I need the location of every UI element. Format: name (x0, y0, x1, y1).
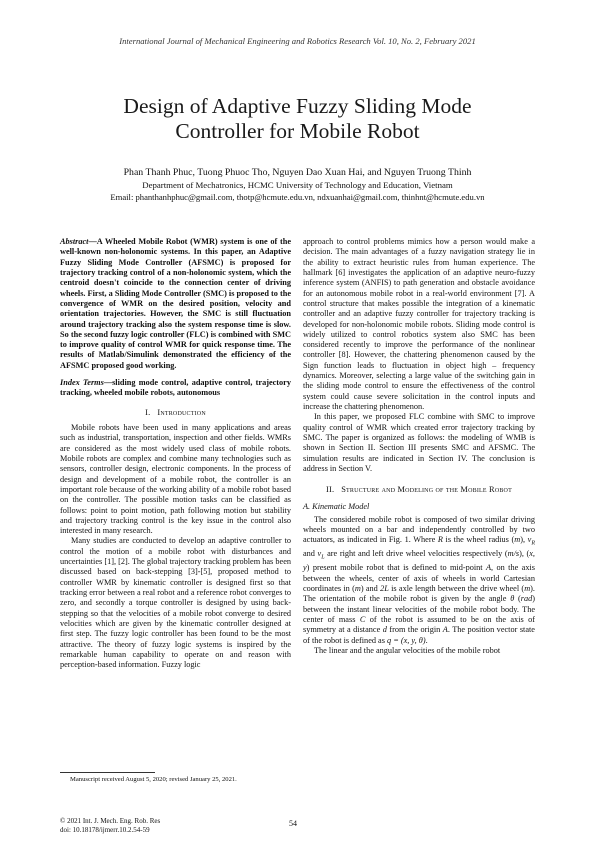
math-d: d (382, 625, 387, 635)
journal-header: International Journal of Mechanical Engineering and Robotics Research Vol. 10, No. 2, February 2021 (119, 36, 476, 46)
right-column (303, 237, 535, 656)
section-heading-structure (303, 485, 535, 495)
title-line-1: Design of Adaptive Fuzzy Sliding Mode (123, 94, 472, 118)
left-column (60, 237, 291, 671)
section-number: I. (145, 407, 151, 417)
index-terms (60, 378, 291, 399)
text-run: . (425, 635, 428, 645)
title-line-2: Controller for Mobile Robot (175, 119, 420, 143)
right-paragraph-3 (303, 515, 535, 646)
math-A: A (442, 625, 448, 635)
text-run: ) present mobile robot that is defined to mid-point (306, 563, 486, 573)
abstract (60, 237, 291, 371)
section-title: Introduction (157, 407, 206, 417)
text-run: ( (514, 594, 521, 604)
math-theta: θ (510, 594, 515, 604)
intro-paragraph-2: Many studies are conducted to develop an adaptive controller to control the motion of a mobile robot with disturbances and uncertainties [1], [2]. The global trajectory tracking problem has been discussed based on back-stepping [3]-[5], proposed method to controller WMR by kinematic controller is designed first so that tracking error between a real robot and a reference robot converges to zero, and secondly a torque controller is designed by using back-stepping so that the velocities of a mobile robot converge to desired velocities which are given by the kinematic controller designed at first step. The fuzzy logic controller has been found to be the most attractive. The theory of fuzzy logic systems is inspired by the remarkable human capability to operate on and reason with perception-based information. Fuzzy logic (60, 536, 291, 670)
text-run: . The position vector state of the robot is defined as (303, 625, 535, 645)
footer-doi: doi: 10.18178/ijmerr.10.2.54-59 (60, 826, 150, 834)
math-unit: m (354, 584, 361, 593)
subsection-kinematic-model: A. Kinematic Model (303, 501, 370, 511)
text-run: of the robot is assumed to be on the axis of symmetry at a distance (303, 614, 535, 635)
text-run: The considered mobile robot is composed of two similar driving wheels mounted on a bar and independently controlled by two actuators, as indicated in Fig. 1. Where (303, 514, 535, 545)
math-vL: $v_L$ (317, 549, 325, 562)
footnote: Manuscript received August 5, 2020; revised January 25, 2021. (70, 776, 237, 783)
intro-paragraph-1: Mobile robots have been used in many applications and areas such as industrial, transportation, inspection and other fields. WMRs are considered as the most widely used class of mobile robots. Mobile robots are complex and combine many technologies such as sensors, controller design, electronic components. In the process of design and development of a mobile robot, the controller is an important role because of the working ability of a mobile robot based on the controller. The possible motion tasks can be classified as follows: point to point motion, path following motion but stability and trajectory tracking control is the key issue in the control also interested in many research. (60, 423, 291, 536)
math-unit: m/s (507, 549, 520, 559)
right-paragraph-2: In this paper, we proposed FLC combine with SMC to improve quality control of WMR which created error trajectory tracking by SMC. The paper is organized as follows: the modeling of WMB is shown in Section II. Section III presents SMC and AFSMC. The simulation results are indicated in Section IV. The conclusion is address in Section V. (303, 412, 535, 473)
text-run: ) and (360, 584, 381, 593)
text-run: is the wheel radius ( (442, 535, 515, 545)
text-run: and (303, 549, 318, 559)
affiliation: Department of Mechatronics, HCMC University of Technology and Education, Vietnam (142, 180, 453, 190)
math-unit: rad (520, 594, 533, 604)
math-A: A (485, 563, 492, 573)
math-R: R (437, 535, 443, 545)
math-vR: $v_R$ (527, 535, 536, 548)
index-terms-label: Index Terms (60, 378, 104, 388)
authors: Phan Thanh Phuc, Tuong Phuoc Tho, Nguyen Dao Xuan Hai, and Nguyen Truong Thinh (123, 167, 472, 178)
footer-copyright: © 2021 Int. J. Mech. Eng. Rob. Res (60, 817, 161, 825)
paper-title (60, 94, 535, 144)
math-unit: m (514, 535, 521, 545)
section-heading-introduction (60, 408, 291, 418)
text-run: ), ( (519, 549, 530, 559)
footer-info (60, 817, 160, 835)
text-run: from the origin (386, 625, 443, 635)
math-unit: m (524, 584, 531, 593)
text-run: ). The orientation of the mobile robot is given by the angle (303, 584, 535, 604)
math-C: C (359, 614, 366, 624)
text-run: is axle length between the drive wheel ( (388, 584, 525, 593)
section-title: Structure and Modeling of the Mobile Robot (341, 485, 512, 495)
author-emails: Email: phanthanhphuc@gmail.com, thotp@hcmute.edu.vn, ndxuanhai@gmail.com, thinhnt@hcmute.edu.vn (110, 192, 485, 202)
text-run: are right and left drive wheel velocities respectively ( (324, 549, 508, 559)
right-paragraph-1: approach to control problems mimics how a person would make a decision. The main advantages of a fuzzy navigation strategy lie in the ability to extract heuristic rules from human experience. The hallmark [6] investigates the application of an adaptive neuro-fuzzy inference system (ANFIS) to path generation and obstacle avoidance for an autonomous mobile robot in a real-world environment [7]. A control structure that makes possible the integration of a kinematic controller and an adaptive fuzzy controller for trajectory tracking is developed for non-holonomic mobile robots. Sliding mode control is widely utilized to control robotics system also SMC has been considered recently to improve the performance of the nonlinear controller [8]. However, the chattering phenomenon caused by the Sign function leads to fluctuation in object high – frequency dynamics. Moreover, selecting a large value of the switching gain in the sliding mode control to ensure the effectiveness of the control system could cause severe solicitation in the control inputs and increase the chattering phenomenon. (303, 237, 535, 411)
math-xy: x, y (303, 549, 535, 573)
abstract-label: Abstract (60, 237, 89, 246)
math-state-vector: q = (x, y, θ) (387, 635, 426, 645)
index-terms-text: —sliding mode control, adaptive control, trajectory tracking, wheeled mobile robots, autonomous (60, 378, 291, 398)
text-run: ), (520, 535, 528, 545)
footnote-rule (60, 772, 155, 773)
text-run: ) between the instant linear velocities of the mobile robot body. The center of mass (303, 594, 535, 624)
page-number: 54 (289, 819, 297, 828)
section-number: II. (326, 485, 335, 495)
abstract-text: —A Wheeled Mobile Robot (WMR) system is one of the well-known non-holonomic systems. In this paper, an Adaptive Fuzzy Sliding Mode Controller (AFSMC) is proposed for trajectory tracking control of a non-holonomic system, which the centroid doesn't coincide to the connection center of driving wheels. First, a Sliding Mode Controller (SMC) is proposed to the convergence of WMR on the desired position, velocity and orientation trajectories. However, the SMC is still fluctuation around trajectory tracking also the system response time is slow. So the second fuzzy logic controller (FLC) is combined with SMC to improve quality of control WMR for quick response time. The results of Matlab/Simulink demonstrated the efficiency of the AFSMC proposed good working. (60, 237, 291, 370)
right-paragraph-4: The linear and the angular velocities of the mobile robot (314, 645, 501, 655)
text-run: , on the axis between the wheels, center of axis of wheels in world Cartesian coordinates in ( (303, 563, 535, 593)
math-2L: 2L (380, 584, 389, 593)
